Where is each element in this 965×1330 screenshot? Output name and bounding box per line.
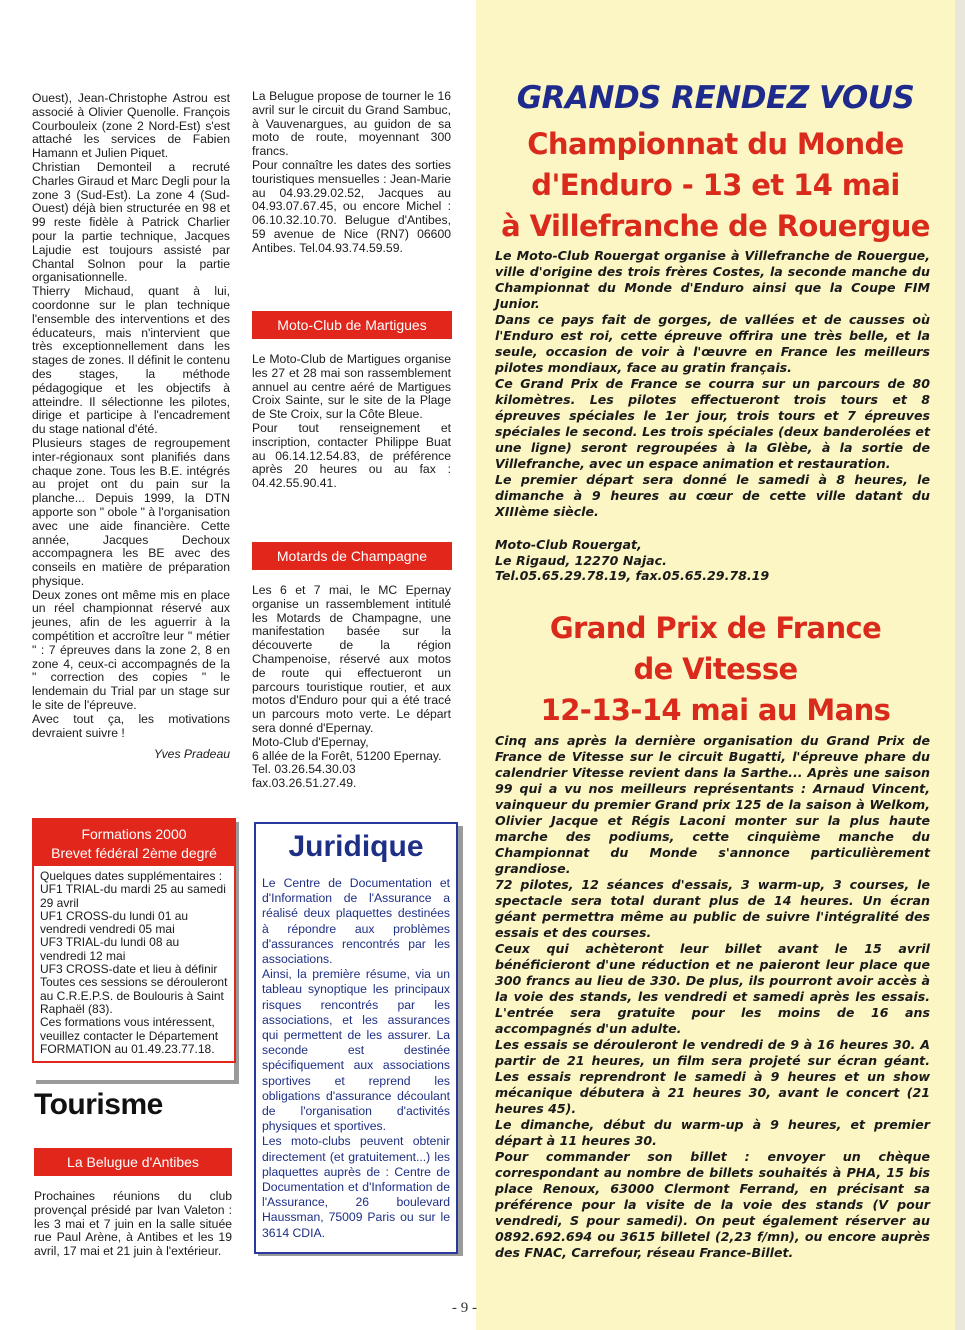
title-line: d'Enduro - 13 et 14 mai: [531, 168, 900, 202]
paragraph: Le Moto-Club Rouergat organise à Villefranche de Rouergue, ville d'origine des trois frères Costes, la seconde manche du Championnat du Monde d'Enduro ainsi que la Coupe FIM Junior.: [495, 248, 930, 311]
paragraph: UF1 CROSS-du lundi 01 au vendredi vendredi 05 mai: [40, 908, 189, 937]
juridique-box: [254, 822, 458, 1254]
subheading-champagne: Motards de Champagne: [252, 542, 452, 570]
paragraph: Plusieurs stages de regroupement inter-régionaux sont planifiés dans chaque zone. Tous les B.E. intégrés au projet ont du pain sur la planche... Depuis 1999, la DTN apporte son " obole " à l'organisation avec une aide financière. Cette année, Jacques Dechoux accompagnera les BE avec des conseils en matière de préparation physique.: [32, 435, 230, 588]
paragraph: Pour commander son billet : envoyer un chèque correspondant au nombre de billets souhaités à PHA, 15 bis place Renoux, 63000 Clermont Ferrand, en précisant sa préférence pour la visite de la voie des stands (V pour vendredi, S pour samedi). On peut également réserver au 0892.692.694 ou 3615 billetel (2,23 f/mn), ou encore auprès des FNAC, Carrefour, réseau France-Billet.: [495, 1149, 930, 1260]
title-line: 12-13-14 mai au Mans: [540, 693, 891, 727]
paragraph: Toutes ces sessions se dérouleront au C.R.E.P.S. de Boulouris à Saint Raphaël (83).: [40, 975, 228, 1016]
paragraph: Ouest), Jean-Christophe Astrou est associé à Olivier Quenolle. François Courbouleix (zone 2 Nord-Est) s'est attaché les services de Fabien Hamann et Julien Piquet.: [32, 91, 230, 161]
contact-line: Tel.05.65.29.78.19, fax.05.65.29.78.19: [495, 568, 770, 583]
vitesse-article: [495, 733, 930, 1261]
box-shadow: [458, 826, 463, 1254]
juridique-title: Juridique: [288, 830, 424, 863]
paragraph: Moto-Club d'Epernay,: [252, 734, 369, 749]
subheading-belugue: La Belugue d'Antibes: [34, 1148, 232, 1176]
section-heading-grands-rendez-vous: GRANDS RENDEZ VOUS: [516, 80, 915, 116]
martigues-text: [252, 353, 451, 491]
title-line: Grand Prix de France: [549, 611, 882, 645]
paragraph: Dans ce pays fait de gorges, de vallées et de causses où l'Enduro est roi, cette épreuve offrira une très belle, et la seule, occasion de voir à l'œuvre en France les meilleurs pilotes mondiaux, face au gratin français.: [495, 312, 930, 375]
article-column-2: [252, 90, 451, 256]
paragraph: Christian Demonteil a recruté Charles Giraud et Marc Degli pour la zone 3 (Sud-Est). La zone 4 (Sud-Ouest) déjà bien structurée en 98 et 99 reste fidèle à Patrick Charlier pour la partie technique, Jacques Lajudie est toujours assisté par Chantal Solnon pour la partie organisationnelle.: [32, 159, 230, 285]
page-number: - 9 -: [452, 1300, 477, 1316]
paragraph: Ce Grand Prix de France se courra sur un parcours de 80 kilomètres. Les pilotes effectueront trois tours et 8 épreuves spéciales le 1er jour, trois tours et 7 épreuves spéciales le second. Les trois spéciales (deux banderolées et une ligne) seront regroupées à la Glèbe, à la sortie de Villefranche, avec un espace animation et restauration.: [495, 376, 930, 471]
belugue-intro: [34, 1190, 232, 1259]
formations-header: [34, 820, 234, 866]
paragraph: 6 allée de la Forêt, 51200 Epernay.: [252, 748, 442, 763]
formations-box: [32, 818, 236, 1063]
paragraph: fax.03.26.51.27.49.: [252, 776, 357, 791]
paragraph: Le premier départ sera donné le samedi à 8 heures, le dimanche à 9 heures au cœur de cette ville datant du XIIIème siècle.: [495, 472, 930, 519]
paragraph: 72 pilotes, 12 séances d'essais, 3 warm-up, 3 courses, le spectacle sera total durant plus de 14 heures. Un écran géant permettra même au public de suivre l'intégralité des essais et des courses.: [495, 877, 930, 940]
author-signature: Yves Pradeau: [153, 747, 230, 762]
vitesse-title: [476, 608, 955, 731]
contact-line: Le Rigaud, 12270 Najac.: [495, 552, 667, 568]
section-heading-tourisme: Tourisme: [34, 1088, 163, 1121]
contact-line: Moto-Club Rouergat,: [495, 537, 642, 552]
paragraph: Deux zones ont même mis en place un réel championnat réservé aux jeunes, afin de les aguerrir à la compétition et accroître leur " métier " : 7 épreuves dans la zone 2, 8 en zone 4, ceux-ci accompagnés de la " correction des copies " le lendemain du Trial par un stage sur le site de l'épreuve.: [32, 587, 230, 713]
champagne-text: [252, 584, 451, 791]
paragraph: Avec tout ça, les motivations devraient suivre !: [32, 711, 230, 740]
paragraph: Ces formations vous intéressent, veuillez contacter le Département FORMATION au 01.49.23.77.18.: [40, 1015, 219, 1056]
paragraph: Cinq ans après la dernière organisation du Grand Prix de France de Vitesse sur le circuit Bugatti, l'épreuve phare du calendrier Vitesse revient dans la Sarthe... Après une saison 99 qui a vu nos meilleurs représentants : Arnaud Vincent, vainqueur du premier Grand prix 125 de la saison à Welkom, Olivier Jacque et Régis Laconi monter sur la plus haute marche des podiums, cette cinquième manche du Championnat du Monde s'annonce particulièrement grandiose.: [495, 733, 930, 876]
title-line: Championnat du Monde: [527, 127, 904, 161]
juridique-body: [256, 876, 456, 1241]
formations-title: Formations 2000: [81, 826, 187, 842]
page-edge: [955, 0, 965, 1330]
paragraph: Les 6 et 7 mai, le MC Epernay organise un rassemblement intitulé les Motards de Champagne, une manifestation basée sur la découverte de la région Champenoise, réservé aux motos de route qui effectueront un parcours touristique routier, et aux motos d'Enduro pour qui a été tracé un parcours moto verte. Le départ sera donné d'Epernay.: [252, 583, 451, 735]
paragraph: Le Centre de Documentation et d'Information de l'Assurance a réalisé deux plaquettes destinées à répondre aux problèmes d'assurances rencontrés par les associations.: [262, 876, 450, 967]
paragraph: Les moto-clubs peuvent obtenir directement (et gratuitement...) les plaquettes auprès de : Centre de Documentation et d'Information de l'Assurance, 26 boulevard Haussman, 75009 Paris ou sur le 3614 CDIA.: [262, 1134, 450, 1240]
formations-subtitle: Brevet fédéral 2ème degré: [51, 845, 217, 861]
paragraph: UF1 TRIAL-du mardi 25 au samedi 29 avril: [40, 882, 226, 910]
subheading-martigues: Moto-Club de Martigues: [252, 311, 452, 339]
paragraph: UF3 TRIAL-du lundi 08 au vendredi 12 mai: [40, 935, 180, 963]
paragraph: Ainsi, la première résume, via un tableau synoptique les principaux risques rencontrés par les associations, et les assurances qui permettent de les assurer. La seconde est destinée spécifiquement aux associations sportives et reprend les obligations d'assurance découlant de l'organisation d'activités physiques et sportives.: [262, 967, 450, 1134]
title-line: à Villefranche de Rouergue: [501, 209, 930, 243]
paragraph: Prochaines réunions du club provençal présidé par Ivan Valeton : les 3 mai et 7 juin en la salle située rue Paul Arène, à Antibes et les 19 avril, 17 mai et 21 juin à l'extérieur.: [34, 1189, 232, 1259]
enduro-article: [495, 248, 930, 520]
paragraph: UF3 CROSS-date et lieu à définir: [40, 962, 218, 977]
title-line: de Vitesse: [633, 652, 798, 686]
paragraph: Le dimanche, début du warm-up à 9 heures, et premier départ à 11 heures 30.: [495, 1117, 930, 1148]
enduro-title: [476, 124, 955, 247]
article-column-1: [32, 92, 230, 762]
paragraph: Thierry Michaud, quant à lui, coordonne sur le plan technique l'ensemble des interventions et des éducateurs, mais n'intervient que très exceptionnellement dans les stages de zones. Il définit le contenu des stages, la méthode pédagogique et les objectifs à atteindre. Il sélectionne les pilotes, dirige et participe à l'encadrement du stage national d'été.: [32, 284, 230, 437]
paragraph: La Belugue propose de tourner le 16 avril sur le circuit du Grand Sambuc, à Vauvenargues, au guidon de sa moto de route, moyennant 300 francs.: [252, 89, 451, 159]
paragraph: Pour tout renseignement et inscription, contacter Philippe Buat au 06.14.12.54.83, de préférence après 20 heures ou au fax : 04.42.55.90.41.: [252, 420, 451, 491]
paragraph: Ceux qui achèteront leur billet avant le 15 avril bénéficieront d'une réduction et ne paieront leur place que 300 francs au lieu de 330. De plus, ils pourront avoir accès à la voie des stands, les vendredi et samedi après les essais. L'entrée sera gratuite pour les moins de 16 ans accompagnés d'un adulte.: [495, 941, 930, 1036]
enduro-contact: [495, 537, 930, 584]
box-shadow: [36, 1080, 239, 1084]
paragraph: Le Moto-Club de Martigues organise les 27 et 28 mai son rassemblement annuel au centre aéré de Martigues Croix Sainte, sur le site de la Plage de Ste Croix, sur la Côte Bleue.: [252, 352, 451, 422]
formations-body: [34, 866, 234, 1061]
paragraph: Quelques dates supplémentaires :: [40, 869, 223, 883]
paragraph: Pour connaître les dates des sorties touristiques mensuelles : Jean-Marie au 04.93.29.02.52, Jacques au 04.93.07.67.45, ou encore Michel : 06.10.32.10.70. Belugue d'Antibes, 59 avenue de Nice (RN7) 06600 Antibes. Tel.04.93.74.59.59.: [252, 157, 451, 255]
paragraph: Tel. 03.26.54.30.03: [252, 762, 356, 777]
paragraph: Les essais se dérouleront le vendredi de 9 à 16 heures 30. A partir de 21 heures, un film sera projeté sur écran géant. Les essais reprendront le samedi à 9 heures et un show mécanique débutera à 21 heures 30, avant le concert (21 heures 45).: [495, 1037, 930, 1116]
